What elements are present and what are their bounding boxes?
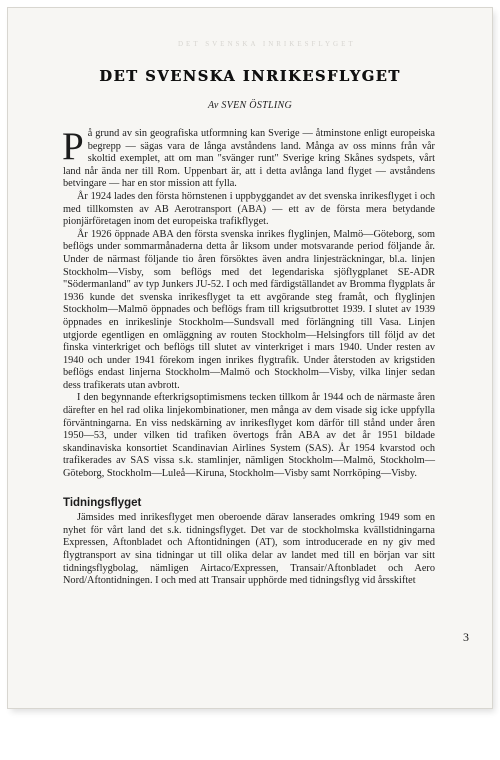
paragraph-2: År 1924 lades den första hörnstenen i uppbyggandet av det svenska inrikesflyget i och med tillkomsten av AB Aerotransport (ABA) — ett av de första mera betydande pionjärföretagen inom det europeiska trafikflyget. <box>63 190 435 228</box>
article-byline: Av SVEN ÖSTLING <box>208 100 292 111</box>
paragraph-4: I den begynnande efterkrigsoptimismens tecken tillkom år 1944 och de närmaste åren därefter en hel rad olika linjekombinationer, men många av dem visade sig icke uppfylla förväntningarna. En viss nedskärning av inrikesflyget kom därför till stånd under åren 1950—53, under vilken tid trafiken övertogs från ABA av det år 1951 bildade skandinaviska konsortiet Scandinavian Airlines System (SAS). År 1954 kvarstod och trafikerades av SAS vissa s.k. stamlinjer, nämligen Stockholm—Malmö, Stockholm—Göteborg, Stockholm—Luleå—Kiruna, Stockholm—Visby samt Norrköping—Visby. <box>63 392 435 480</box>
paragraph-1 <box>62 125 435 191</box>
page-number: 3 <box>463 630 469 644</box>
section-heading: Tidningsflyget <box>63 496 142 509</box>
paragraph-1-text: å grund av sin geografiska utformning kan Sverige — åtminstone enligt europeiska begrepp — sägas vara de långa avståndens land. Många av oss minns från vår skoltid exemplet, att om man "svänger runt" Sverige kring Skånes sydspets, vårt land når ända ner till Rom. Uppenbart är, att i detta avlånga land flyget — avståndens betvingare — har en stor mission att fylla. <box>63 128 435 190</box>
section-paragraph: Jämsides med inrikesflyget men oberoende därav lanserades omkring 1949 som en nyhet för vårt land det s.k. tidningsflyget. Det var de stockholmska kvällstidningarna Expressen, Aftonbladet och Aftontidningen (AT), som introducerade en ny giv med flygtransport av sina tidningar ut till olika delar av landet med till en början var sitt tidningsflygbolag, nämligen Airtaco/Expressen, Transair/Aftonbladet och Aero Nord/Aftontidningen. I och med att Transair upphörde med tidningsflyg vid årsskiftet <box>63 512 435 587</box>
drop-cap: P <box>62 125 84 168</box>
article-title: DET SVENSKA INRIKESFLYGET <box>99 68 401 85</box>
article-body <box>62 125 435 588</box>
bleed-through-text: DET SVENSKA INRIKESFLYGET <box>178 40 356 48</box>
magazine-page <box>8 8 492 708</box>
paragraph-3: År 1926 öppnade ABA den första svenska inrikes flyglinjen, Malmö—Göteborg, som beflögs under sommarmånaderna detta år liksom under motsvarande period följande år. Under de närmast följande tio åren försöktes även andra linjesträckningar, bl.a. linjen Stockholm—Visby, som beflögs med det legendariska sjöflygplanet SE-ADR "Södermanland" av typ Junkers JU-52. I och med färdigställandet av Bromma flygplats år 1936 kunde det svenska inrikesflyget ta ett avgörande steg framåt, och flyglinjen Stockholm—Malmö öppnades och beflögs fram till krigsutbrottet 1939. I slutet av 1939 öppnades en inrikeslinje Stockholm—Sundsvall med förlängning till Vasa. Linjen utgjorde egentligen en omläggning av routen Stockholm—Helsingfors till följd av det finska vinterkriget och beflögs till slutet av vinterkriget i mars 1940. Under resten av 1940 och under 1941 förekom ingen inrikes flygtrafik. Under återstoden av krigstiden beflögs endast linjerna Stockholm—Malmö och Stockholm—Visby, vilka linjer sedan dess trafikerats utan avbrott. <box>63 228 435 391</box>
